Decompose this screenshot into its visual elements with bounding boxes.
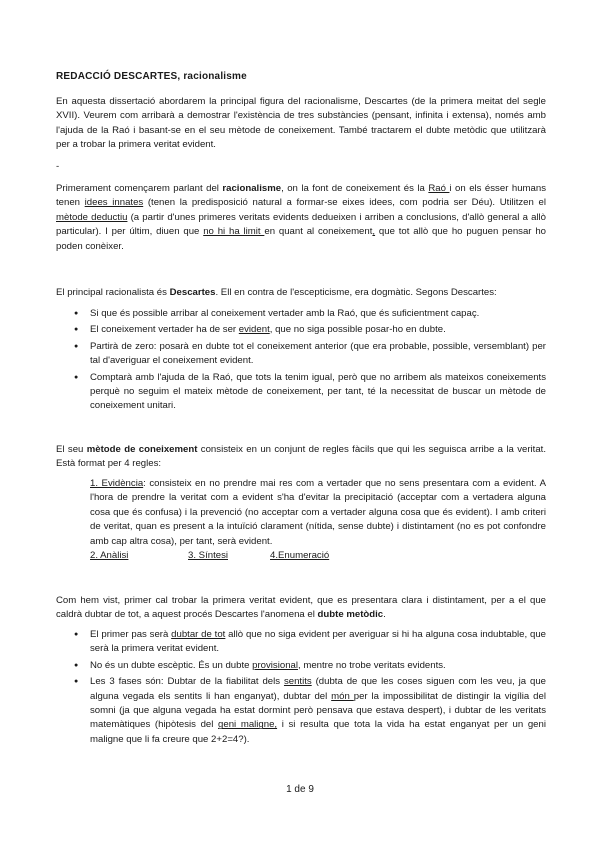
- dash-separator: -: [56, 161, 60, 172]
- list-item: ● Comptarà amb l'ajuda de la Raó, que tots la tenim igual, però que no arribem als mateixos coneixements perquè no seguim el mateix mètode de coneixement, per tant, té la necessitat de buscar un mètode de coneixement unitari.: [56, 371, 546, 414]
- list-item: ● El primer pas serà dubtar de tot allò que no siga evident per averiguar si hi ha alguna cosa indubtable, que serà la primera veritat evident.: [56, 628, 546, 657]
- metode-paragraph: El seu mètode de coneixement consisteix en un conjunt de regles fàcils que qui les seguisca arribe a la veritat. Està format per 4 regles:: [56, 444, 546, 470]
- intro-paragraph: En aquesta dissertació abordarem la principal figura del racionalisme, Descartes (de la primera meitat del segle XVII). Veurem com arribarà a demostrar l'existència de tres substàncies (pensant, infinita i extensa), només amb l'ajuda de la Raó i basant-se en el seu mètode de coneixement. També tractarem el dubte metòdic que utilitzarà per a trobar la primera veritat evident.: [56, 96, 546, 151]
- document-title: REDACCIÓ DESCARTES, racionalisme: [56, 71, 247, 82]
- rule-evidencia: 1. Evidència: consisteix en no prendre mai res com a vertader que no sens presentara com a evident. A l'hora de prendre la veritat com a evident s'ha d'evitar la precipitació (acceptar com a vertadera alguna cosa que és confusa) i la prevenció (no acceptar com a vertader alguna cosa que és evident). I amb criteri de veritat, quan es present a la intuïció clarament (nítida, sense dubte) i distintament (no es pot confondre amb cap altra cosa), per tant, serà evident.: [90, 478, 546, 547]
- rules-block: [90, 477, 546, 563]
- descartes-paragraph: El principal racionalista és Descartes. Ell en contra de l'escepticisme, era dogmàtic. Segons Descartes:: [56, 287, 497, 298]
- dubte-paragraph: Com hem vist, primer cal trobar la primera veritat evident, que es presentara clara i distintament, per a el que caldrà dubtar de tot, a aquest procés Descartes l'anomena el dubte metòdic.: [56, 595, 546, 621]
- list-item: ● Partirà de zero: posarà en dubte tot el coneixement anterior (que era probable, possible, versemblant) per tal d'averiguar el coneixement evident.: [56, 340, 546, 369]
- page-number: 1 de 9: [286, 784, 314, 795]
- descartes-list: [56, 307, 546, 414]
- dubte-list: [56, 628, 546, 747]
- rule-enumeracio: 4.Enumeració: [270, 550, 330, 562]
- rule-sintesi: 3. Síntesi: [188, 550, 228, 562]
- list-item: ● No és un dubte escèptic. És un dubte provisional, mentre no trobe veritats evidents.: [56, 659, 546, 673]
- list-item: ● Les 3 fases són: Dubtar de la fiabilitat dels sentits (dubta de que les coses siguen com les veu, ja que alguna vegada els sentits li han enganyat), dubtar del món per la impossibilitat de distingir la vigília del somni (ja que alguna vegada ha estat dormint però pensava que estava despert), i dubtar de les veritats matemàtiques (hipòtesis del geni maligne, i si resulta que tota la vida ha estat enganyat per un geni maligne que li fa creure que 2+2=4?).: [56, 675, 546, 747]
- list-item: ● Si que és possible arribar al coneixement vertader amb la Raó, que és suficientment capaç.: [56, 307, 546, 321]
- list-item: ● El coneixement vertader ha de ser evident, que no siga possible posar-ho en dubte.: [56, 323, 546, 337]
- racionalisme-paragraph: Primerament començarem parlant del racionalisme, on la font de coneixement és la Raó i on els ésser humans tenen idees innates (tenen la predisposició natural a formar-se eixes idees, com podria ser Déu). Utilitzen el mètode deductiu (a partir d'unes primeres veritats evidents dedueixen i arriben a conclusions, d'allò general a allò particular). I per últim, diuen que no hi ha limit en quant al coneixement, que tot allò que ho puguen pensar ho poden conèixer.: [56, 183, 546, 252]
- rule-analisi: 2. Anàlisi: [90, 550, 129, 562]
- rules-row: [90, 549, 546, 563]
